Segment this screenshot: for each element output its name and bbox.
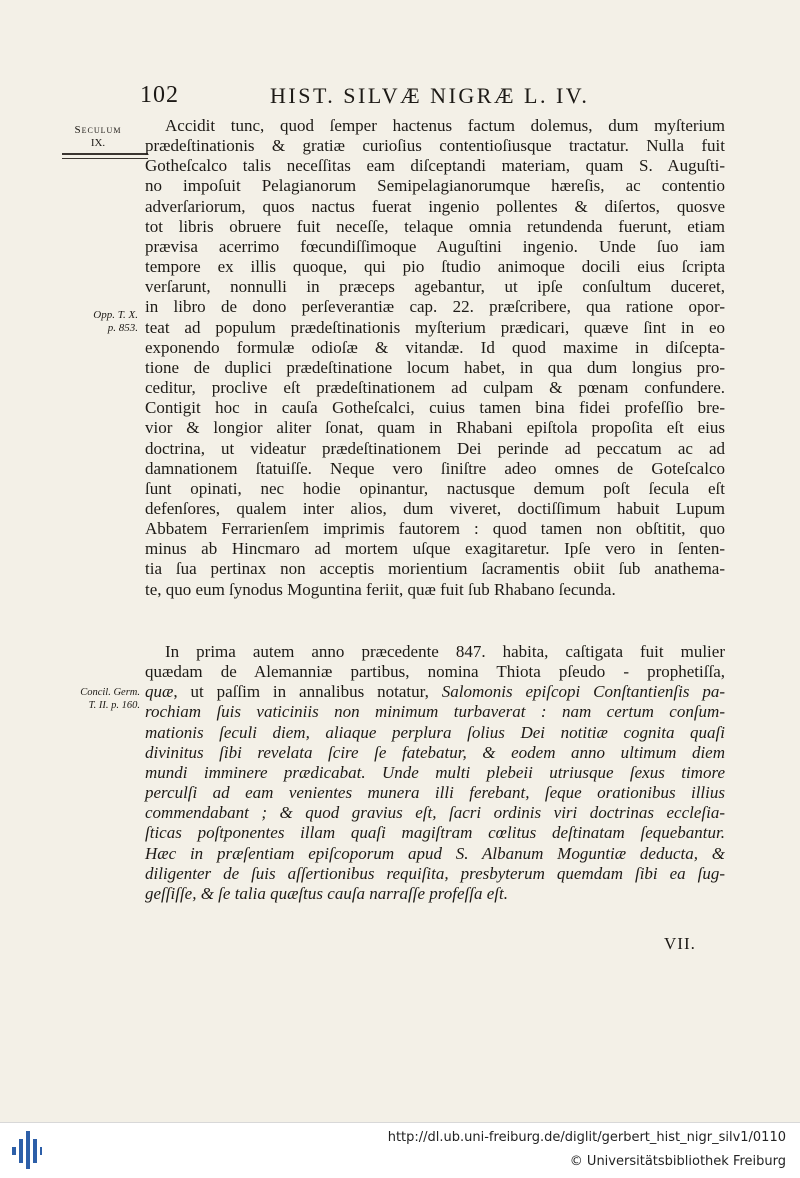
opp-ref-line2: p. 853. [107, 322, 138, 334]
text-line: teat ad populum prædeſtinationis myſterium prædicari, quæve ſint in eo [145, 317, 725, 337]
text-line: perculſi ad eam venientes munera illi ferebant, ſeque orationibus illius [145, 783, 725, 803]
page-header [140, 82, 720, 112]
paragraph-thiota [145, 642, 725, 904]
text-line: Abbatem Ferrarienſem imprimis fautorem : quod tamen non obſtitit, quo [145, 519, 725, 539]
text-line: ſunt opinati, nec hodie opinantur, nactusque demum poſt ſecula eſt [145, 478, 725, 498]
permalink-url[interactable]: http://dl.ub.uni-freiburg.de/diglit/gerbert_hist_nigr_silv1/0110 [387, 1130, 786, 1145]
roman-segment: , ut paſſim in annalibus notatur, [173, 682, 442, 702]
text-line: tempore ex illis quoque, qui pio ſtudio animoque docili eius ſcripta [145, 257, 725, 277]
concil-ref-line1: Concil. Germ. [80, 687, 140, 698]
margin-note-concil [58, 686, 140, 712]
text-line: doctrina, ut videatur prædeſtinationem Dei perinde ad peccatum ac ad [145, 438, 725, 458]
text-line: quædam de Alemanniæ partibus, nomina Thiota pſeudo - prophetiſſa, [145, 662, 725, 682]
text-line: ceditur, proclive eſt prædeſtinationem ad culpam & pœnam confundere. [145, 378, 725, 398]
text-line: divinitus ſibi revelata ſcire ſe fatebatur, & eodem anno ultimum diem [145, 742, 725, 762]
text-line: te, quo eum ſynodus Moguntina feriit, quæ fuit ſub Rhabano ſecunda. [145, 579, 616, 599]
text-line: diligenter de ſuis aſſertionibus requiſita, presbyterum quemdam ſibi ea ſug- [145, 863, 725, 883]
text-line: Accidit tunc, quod ſemper hactenus factum dolemus, dum myſterium [165, 116, 725, 135]
italic-lead: quæ [145, 682, 174, 702]
text-line: geſſiſſe, & ſe talia quæſtus cauſa narraſſe profeſſa eſt. [145, 883, 508, 903]
page-number: 102 [140, 82, 179, 108]
text-line: mundi imminere prædicabat. Unde multi plebeii utriusque ſexus timore [145, 762, 725, 782]
ub-freiburg-logo-icon[interactable] [12, 1131, 42, 1169]
seculum-number: IX. [90, 137, 106, 149]
text-line: tia ſua pertinax non acceptis morientium ſacramentis obiit ſub anathema- [145, 559, 725, 579]
text-line: vior & longior aliter ſonat, quam in Rhabani epiſtola propoſita eſt eius [145, 418, 725, 438]
viewer-footer [0, 1122, 800, 1178]
margin-rule-top [62, 153, 148, 155]
text-line: no impoſuit Pelagianorum Semipelagianorumque hæreſis, ac contentio [145, 176, 725, 196]
text-line: In prima autem anno præcedente 847. habita, caſtigata fuit mulier [165, 642, 725, 661]
text-line: tot libris obruere fuit neceſſe, telaque omnia retundenda fuerunt, etiam [145, 216, 725, 236]
margin-note-opp [60, 309, 138, 335]
text-line: rochiam ſuis vaticiniis non minimum turbaverat : nam certum conſum- [145, 702, 725, 722]
italic-quote-start: Salomonis epiſcopi Conſtantienſis pa- [441, 682, 725, 702]
text-line-mixed [145, 682, 725, 702]
text-line: prædeſtinationis & gratiæ curioſius contentioſiusque tractatur. Nulla fuit [145, 136, 725, 156]
text-line: damnationem ſtatuiſſe. Neque vero ſiniſtre adeo omnes de Goteſcalco [145, 458, 725, 478]
opp-ref-line1: Opp. T. X. [93, 309, 138, 321]
text-line: defenſores, qualem inter alios, dum viveret, doctiſſimum habuit Lupum [145, 498, 725, 518]
margin-rule-bottom [62, 158, 148, 159]
seculum-label: Seculum [74, 124, 122, 136]
text-line: Hæc in præſentiam epiſcoporum apud S. Albanum Moguntiæ deducta, & [145, 843, 725, 863]
text-line: Gotheſcalco talis neceſſitas eam diſceptandi materiam, quam S. Auguſti- [145, 156, 725, 176]
text-line: minus ab Hincmaro ad mortem uſque exagitaretur. Ipſe vero in ſenten- [145, 539, 725, 559]
text-line: commendabant ; & quod gravius eſt, ſacri ordinis viri doctrinas eccleſia- [145, 803, 725, 823]
concil-ref-line2: T. II. p. 160. [88, 700, 140, 711]
catchword: VII. [664, 934, 696, 953]
text-line: exponendo formulæ odioſæ & vitandæ. Id quod maxime in diſcepta- [145, 337, 725, 357]
text-line: adverſariorum, quos nactus fuerat ingenio pollentes & diſertos, quosve [145, 196, 725, 216]
margin-note-seculum [62, 124, 134, 150]
text-line: Contigit hoc in cauſa Gotheſcalci, cuius tamen bina fidei profeſſio bre- [145, 398, 725, 418]
copyright-notice: © Universitätsbibliothek Freiburg [569, 1154, 786, 1169]
text-line: tione de duplici prædeſtinatione locum habet, in qua dum longius pro- [145, 357, 725, 377]
text-line: verſarunt, nonnulli in præceps agebantur, ut ipſe conſultum duceret, [145, 277, 725, 297]
running-title: HIST. SILVÆ NIGRÆ L. IV. [270, 83, 590, 108]
text-line: ſticas poſtponentes illam quaſi magiſtram cœlitus deſtinatam ſequebantur. [145, 823, 725, 843]
paragraph-gotteschalk [145, 116, 725, 600]
text-line: prævisa acerrimo fœcundiſſimoque Auguſtini ingenio. Unde ſuo iam [145, 236, 725, 256]
text-line: in libro de dono perſeverantiæ cap. 22. præſcribere, qua ratione opor- [145, 297, 725, 317]
text-line: mationis ſeculi diem, aliaque perplura ſolius Dei notitiæ cognita quaſi [145, 722, 725, 742]
